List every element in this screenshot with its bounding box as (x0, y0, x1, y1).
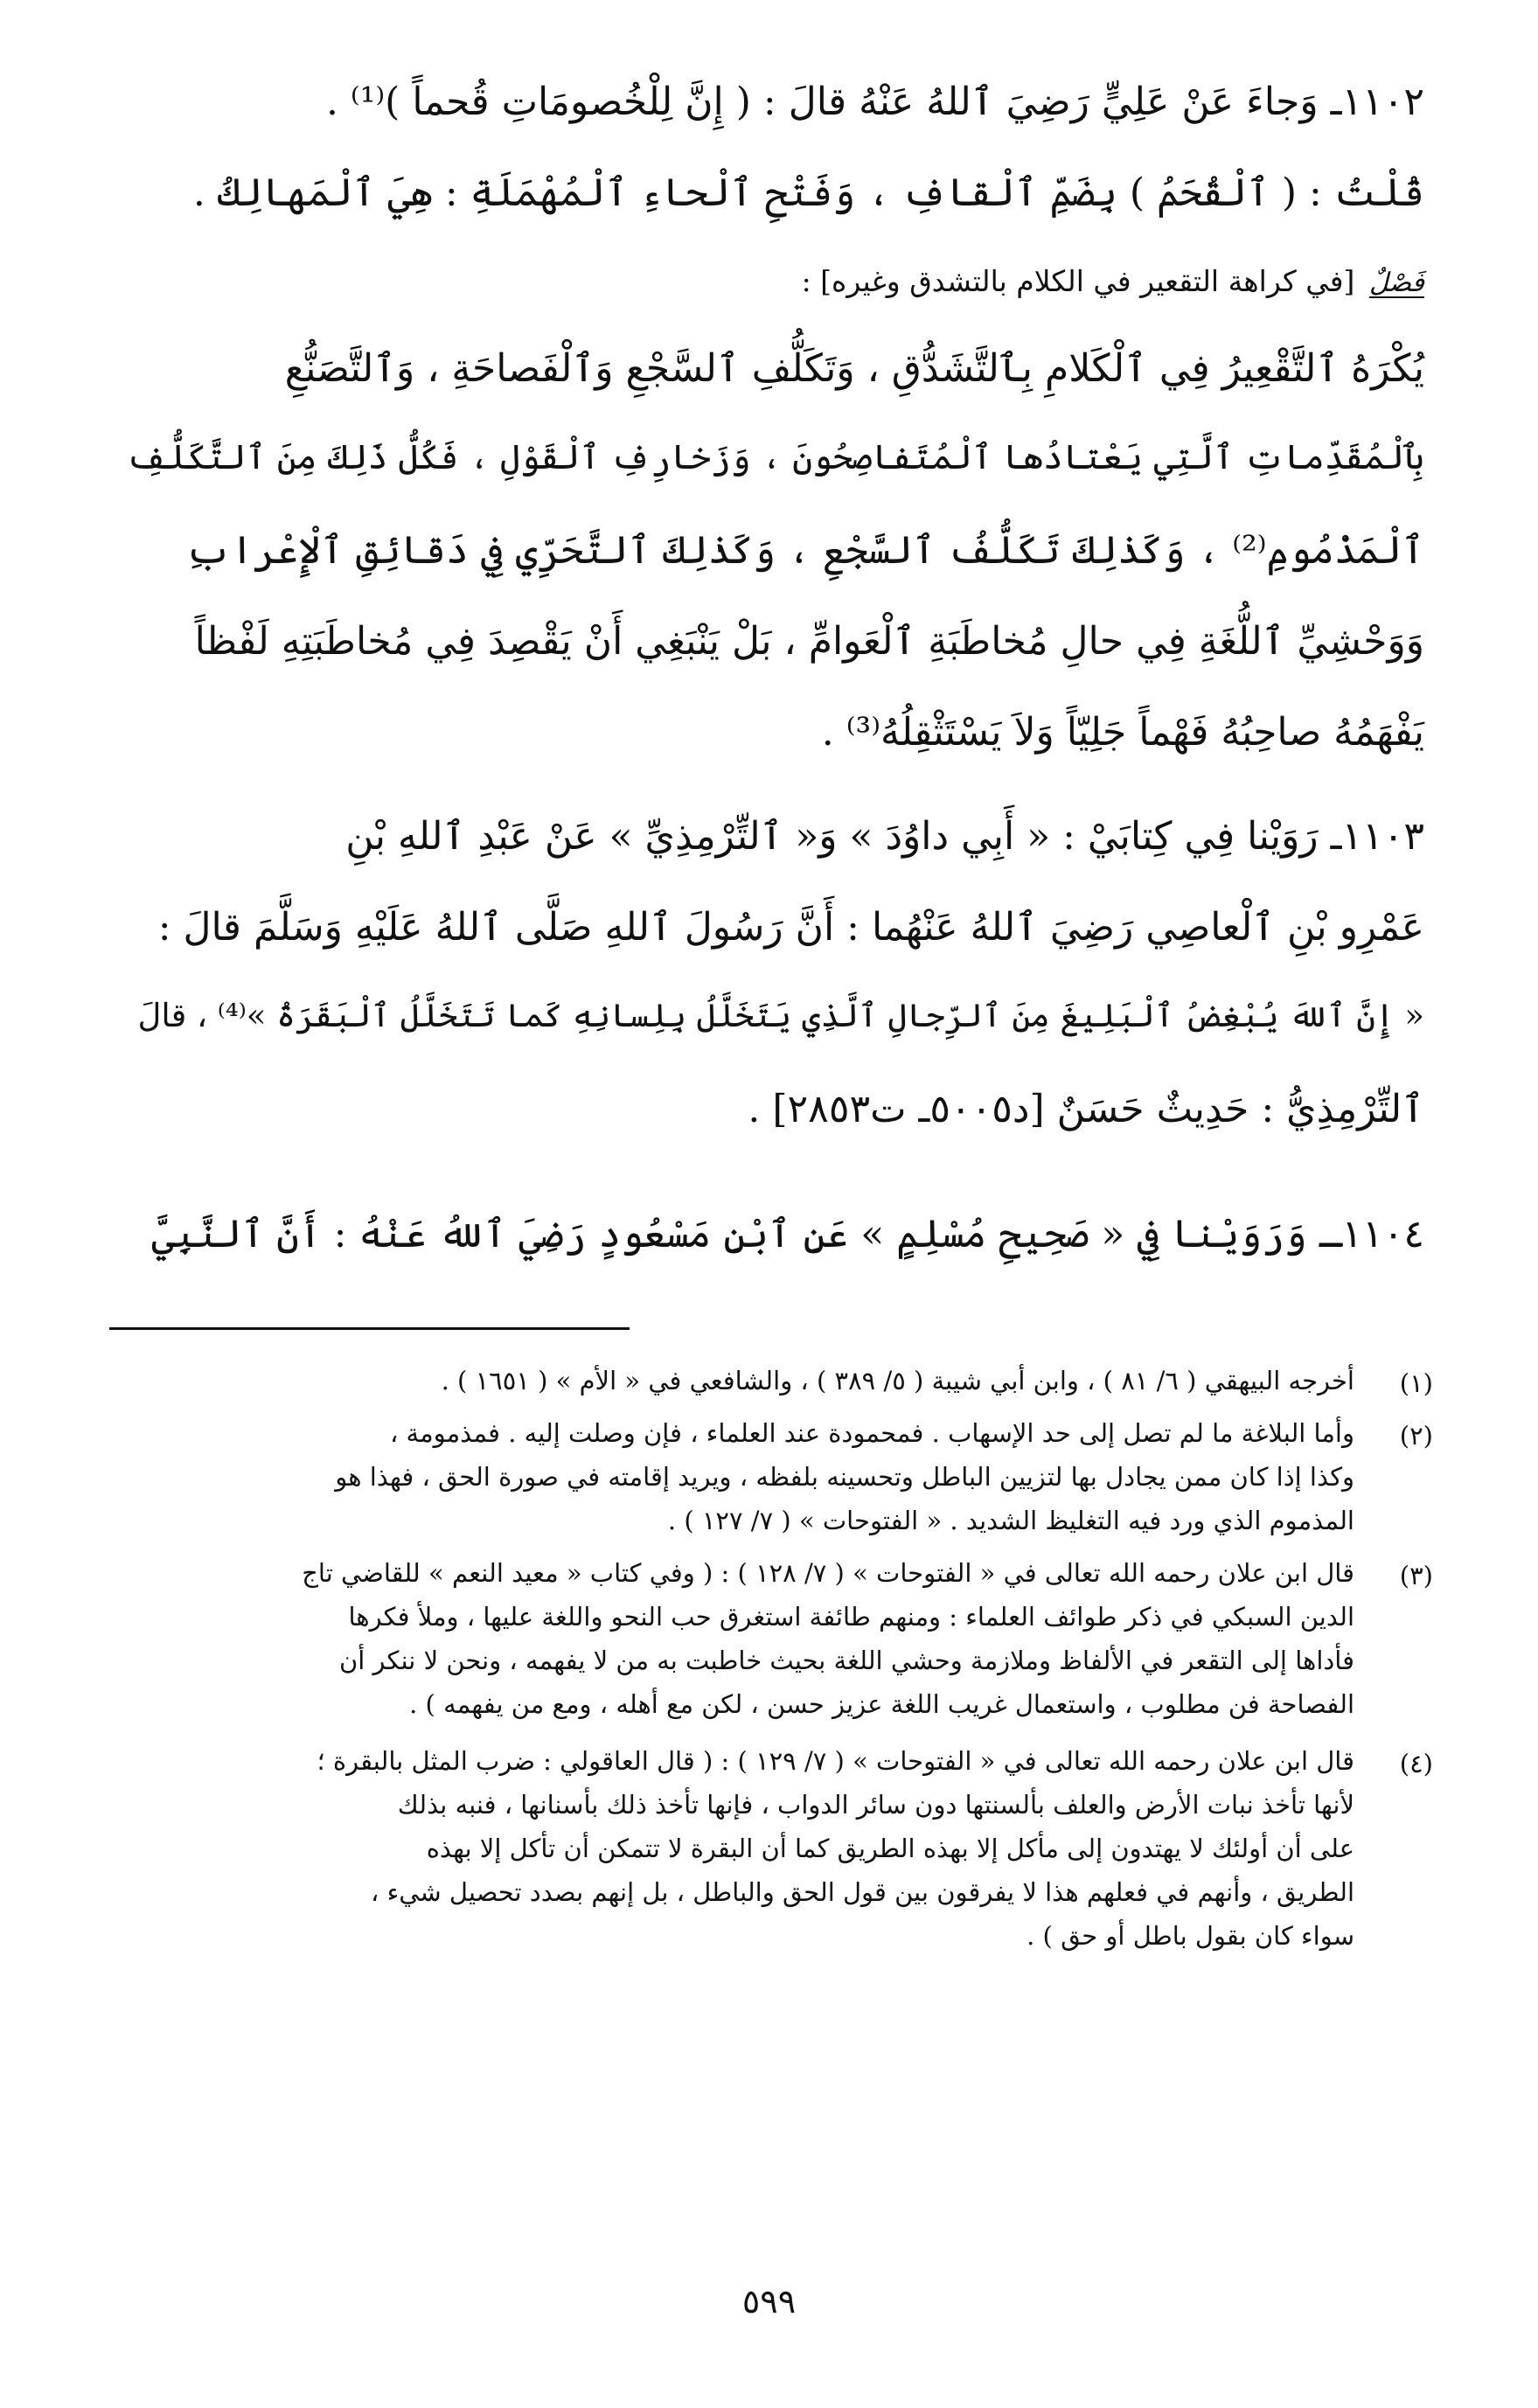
hadith-1103-line-2: عَمْرِو بْنِ ٱلْعاصِي رَضِيَ ٱللهُ عَنْهُما : أَنَّ رَسُولَ ٱللهِ صَلَّى ٱللهُ عَلَيْهِ وَسَلَّمَ قالَ : (157, 905, 1424, 950)
footnote-2-marker: (٢) (1399, 1421, 1433, 1451)
section-title: [في كراهة التقعير في الكلام بالتشدق وغيره] : (801, 264, 1355, 298)
footnote-4-line-1: قال ابن علان رحمه الله تعالى في « الفتوحات » ( ٧/ ١٢٩ ) : ( قال العاقولي : ضرب المثل بالبقرة ؛ (317, 1746, 1354, 1776)
footnote-3-marker: (٣) (1399, 1561, 1433, 1590)
footnote-4-line-5: سواء كان بقول باطل أو حق ) . (1026, 1921, 1354, 1951)
section-line-2: بِٱلْمُقَدِّماتِ ٱلَّتِي يَعْتادُها ٱلْمُتَفاصِحُونَ ، وَزَخارِفِ ٱلْقَوْلِ ، فَكُلُّ ذَلِكَ مِنَ ٱلتَّكَلُّفِ (126, 438, 1424, 477)
section-line-4: وَوَحْشِيِّ ٱللُّغَةِ فِي حالِ مُخاطَبَةِ ٱلْعَوامِّ ، بَلْ يَنْبَغِي أَنْ يَقْصِدَ فِي مُخاطَبَتِهِ لَفْظاً (194, 619, 1424, 664)
hadith-1102-line-1: ١١٠٢ـ وَجاءَ عَنْ عَلِيٍّ رَضِيَ ٱللهُ عَنْهُ قالَ : ( إِنَّ لِلْخُصومَاتِ قُحماً )⁽¹⁾ . (325, 80, 1424, 124)
section-line-5: يَفْهَمُهُ صاحِبُهُ فَهْماً جَلِيّاً وَلاَ يَسْتَثْقِلُهُ⁽³⁾ . (821, 710, 1424, 755)
footnote-1-line-1: أخرجه البيهقي ( ٦/ ٨١ ) ، وابن أبي شيبة ( ٥/ ٣٨٩ ) ، والشافعي في « الأم » ( ١٦٥١ ) . (441, 1366, 1354, 1395)
section-line-1: يُكْرَهُ ٱلتَّقْعِيرُ فِي ٱلْكَلامِ بِٱلتَّشَدُّقِ ، وَتَكَلُّفِ ٱلسَّجْعِ وَٱلْفَصاحَةِ ، وَٱلتَّصَنُّعِ (284, 346, 1424, 391)
footnote-4 (113, 1746, 1433, 1967)
hadith-1103-line-4: ٱلتِّرْمِذِيُّ : حَدِيثٌ حَسَنٌ [د٥٠٠٥ـ ت٢٨٥٣] . (748, 1087, 1424, 1131)
hadith-1103-line-3: « إِنَّ ٱللهَ يُبْغِضُ ٱلْبَلِيغَ مِنَ ٱلرِّجالِ ٱلَّذِي يَتَخَلَّلُ بِلِسانِهِ كَما تَتَخَلَّلُ ٱلْبَقَرَةُ »⁽⁴⁾ ، قالَ (137, 997, 1424, 1034)
footnote-1-marker: (١) (1399, 1368, 1433, 1398)
footnote-separator (109, 1327, 630, 1330)
footnote-4-line-3: على أن أولئك لا يهتدون إلى مأكل إلا بهذه الطريق كما أن البقرة لا تتمكن أن تأكل إلا بهذه (426, 1834, 1354, 1863)
hadith-1103 (113, 814, 1424, 1181)
footnote-2-line-2: وكذا إذا كان ممن يجادل بها لتزيين الباطل وتحسينه بلفظه ، ويريد إقامته في صورة الحق ، فهذا هو (335, 1462, 1354, 1492)
footnote-1 (113, 1366, 1433, 1412)
section-heading (113, 264, 1424, 319)
fasl-label: فَصْلٌ (1368, 268, 1424, 298)
footnote-2 (113, 1418, 1433, 1552)
footnote-4-line-4: الطريق ، وأنهم في فعلهم هذا لا يفرقون بين قول الحق والباطل ، بل إنهم بصدد تحصيل شيء ، (371, 1877, 1354, 1907)
footnote-3-line-3: فأداها إلى التقعر في الألفاظ وملازمة وحشي اللغة بحيث خاطبت به من لا يفهمه ، ونحن لا ننكر أن (338, 1646, 1354, 1675)
section-line-3: ٱلْمَذْمُومِ⁽²⁾ ، وَكَذٰلِكَ تَكَلُّفُ ٱلسَّجْعِ ، وَكَذٰلِكَ ٱلتَّحَرِّي فِي دَقائِقِ ٱلْإِعْرابِ (185, 528, 1424, 573)
hadith-1102 (113, 80, 1424, 265)
footnote-3-line-1: قال ابن علان رحمه الله تعالى في « الفتوحات » ( ٧/ ١٢٨ ) : ( وفي كتاب « معيد النعم » للقاضي تاج (302, 1558, 1354, 1588)
hadith-1102-line-2: قُلْتُ : ( ٱلْقُحَمُ ) بِضَمِّ ٱلْقافِ ، وَفَتْحِ ٱلْحاءِ ٱلْمُهْمَلَةِ : هِيَ ٱلْمَهالِكُ . (192, 171, 1424, 215)
footnote-4-marker: (٤) (1399, 1749, 1433, 1778)
footnote-3-line-4: الفصاحة فن مطلوب ، واستعمال غريب اللغة عزيز حسن ، لكن مع أهله ، ومع من يفهمه ) . (409, 1689, 1354, 1719)
page-number: ٥٩٩ (741, 2282, 797, 2321)
hadith-1104-line-1: ١١٠٤ـ وَرَوَيْنا فِي « صَحِيحِ مُسْلِمٍ » عَنِ ٱبْنِ مَسْعُودٍ رَضِيَ ٱللهُ عَنْهُ : أَنَّ ٱلنَّبِيَّ (151, 1212, 1424, 1256)
footnote-3 (113, 1558, 1433, 1736)
footnote-2-line-1: وأما البلاغة ما لم تصل إلى حد الإسهاب . فمحمودة عند العلماء ، فإن وصلت إليه . فمذمومة ، (389, 1418, 1354, 1448)
footnote-2-line-3: المذموم الذي ورد فيه التغليظ الشديد . « الفتوحات » ( ٧/ ١٢٧ ) . (667, 1506, 1354, 1535)
section-body (113, 346, 1424, 804)
footnote-4-line-2: لأنها تأخذ نبات الأرض والعلف بألسنتها دون سائر الدواب ، فإنها تأخذ ذلك بأسنانها ، فنبه بذلك (397, 1790, 1354, 1820)
hadith-1103-line-1: ١١٠٣ـ رَوَيْنا فِي كِتابَيْ : « أَبِي داوُدَ » وَ« ٱلتِّرْمِذِيِّ » عَنْ عَبْدِ ٱللهِ بْنِ (345, 814, 1424, 859)
hadith-1104 (113, 1212, 1424, 1306)
footnote-3-line-2: الدين السبكي في ذكر طوائف العلماء : ومنهم طائفة استغرق حب النحو واللغة عليها ، وملأ فكرها (348, 1602, 1354, 1632)
